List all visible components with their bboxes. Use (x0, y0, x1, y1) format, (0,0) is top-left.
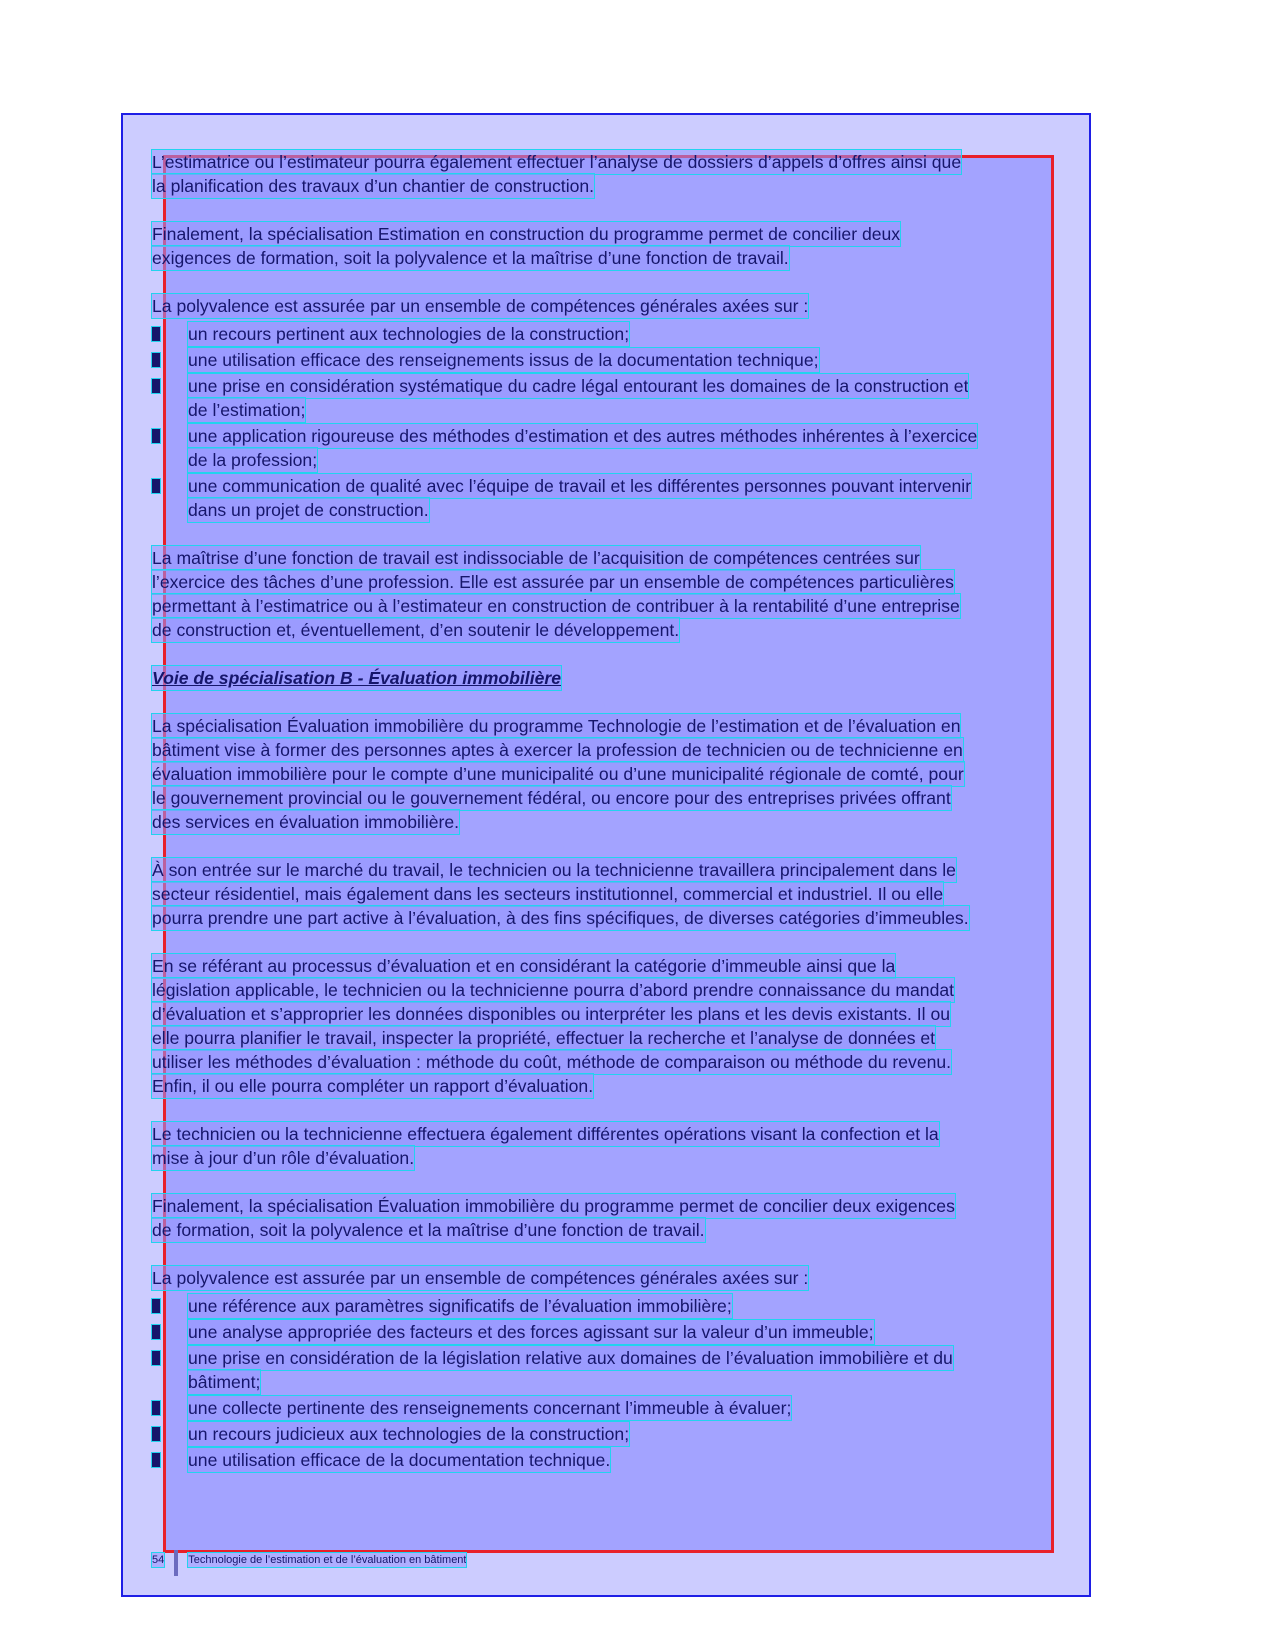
list-item (152, 1320, 1127, 1344)
text-line: Le technicien ou la technicienne effectuera également différentes opérations visant la confection et la (152, 1124, 939, 1144)
document-body (152, 150, 1127, 1496)
text-line: pourra prendre une part active à l’évaluation, à des fins spécifiques, de diverses catégories d’immeubles. (152, 908, 969, 928)
competences-list-b (152, 1294, 1127, 1472)
text-line: une collecte pertinente des renseignements concernant l’immeuble à évaluer; (188, 1398, 792, 1418)
text-line: une référence aux paramètres significatifs de l’évaluation immobilière; (188, 1296, 732, 1316)
list-item (152, 322, 1127, 346)
text-line: évaluation immobilière pour le compte d’une municipalité ou d’une municipalité régionale de comté, pour (152, 764, 964, 784)
text-line: À son entrée sur le marché du travail, le technicien ou la technicienne travaillera principalement dans le (152, 860, 956, 880)
text-line: une prise en considération de la législation relative aux domaines de l’évaluation immobilière et du (188, 1348, 953, 1368)
text-line: un recours pertinent aux technologies de la construction; (188, 324, 630, 344)
text-line: mise à jour d’un rôle d’évaluation. (152, 1148, 415, 1168)
text-line: une communication de qualité avec l’équipe de travail et les différentes personnes pouvant intervenir (188, 476, 972, 496)
bullet-icon (152, 327, 160, 341)
text-line: L’estimatrice ou l’estimateur pourra également effectuer l’analyse de dossiers d’appels d’offres ainsi que (152, 152, 962, 172)
text-line: La polyvalence est assurée par un ensemble de compétences générales axées sur : (152, 1268, 809, 1288)
running-title: Technologie de l’estimation et de l’évaluation en bâtiment (188, 1554, 467, 1566)
paragraph (152, 150, 1127, 198)
list-item (152, 424, 1127, 472)
text-line: exigences de formation, soit la polyvalence et la maîtrise d’une fonction de travail. (152, 248, 789, 268)
section-estimation (152, 150, 1127, 318)
text-line: utiliser les méthodes d’évaluation : méthode du coût, méthode de comparaison ou méthode du revenu. (152, 1052, 952, 1072)
text-line: une analyse appropriée des facteurs et des forces agissant sur la valeur d’un immeuble; (188, 1322, 874, 1342)
text-line: de formation, soit la polyvalence et la maîtrise d’une fonction de travail. (152, 1220, 705, 1240)
text-line: Finalement, la spécialisation Estimation en construction du programme permet de concilier deux (152, 224, 901, 244)
bullet-icon (152, 479, 160, 493)
text-line: législation applicable, le technicien ou la technicienne pourra d’abord prendre connaissance du mandat (152, 980, 955, 1000)
page-number: 54 (152, 1554, 165, 1566)
text-line: de l’estimation; (188, 400, 306, 420)
text-line: une application rigoureuse des méthodes d’estimation et des autres méthodes inhérentes à l’exercice (188, 426, 978, 446)
list-item (152, 1448, 1127, 1472)
text-line: la planification des travaux d’un chantier de construction. (152, 176, 595, 196)
list-item (152, 1346, 1127, 1394)
text-line: une utilisation efficace de la documentation technique. (188, 1450, 611, 1470)
text-line: bâtiment vise à former des personnes aptes à exercer la profession de technicien ou de technicienne en (152, 740, 963, 760)
bullet-icon (152, 353, 160, 367)
list-item (152, 1422, 1127, 1446)
paragraph (152, 222, 1127, 270)
list-item (152, 474, 1127, 522)
text-line: La polyvalence est assurée par un ensemble de compétences générales axées sur : (152, 296, 809, 316)
bullet-icon (152, 1453, 160, 1467)
text-line: une prise en considération systématique du cadre légal entourant les domaines de la construction et (188, 376, 969, 396)
paragraph (152, 714, 1127, 834)
text-line: La maîtrise d’une fonction de travail est indissociable de l’acquisition de compétences centrées sur (152, 548, 920, 568)
text-line: de construction et, éventuellement, d’en soutenir le développement. (152, 620, 680, 640)
text-line: dans un projet de construction. (188, 500, 429, 520)
text-line: La spécialisation Évaluation immobilière du programme Technologie de l’estimation et de l’évaluation en (152, 716, 961, 736)
footer-separator (174, 1550, 178, 1576)
bullet-icon (152, 1299, 160, 1313)
list-item (152, 348, 1127, 372)
list-item (152, 1294, 1127, 1318)
text-line: bâtiment; (188, 1372, 261, 1392)
page-footer (152, 1544, 466, 1576)
competences-list-a (152, 322, 1127, 522)
paragraph (152, 954, 1127, 1098)
text-line: elle pourra planifier le travail, inspecter la propriété, effectuer la recherche et l’analyse de données et (152, 1028, 936, 1048)
bullet-icon (152, 1401, 160, 1415)
paragraph (152, 1266, 1127, 1290)
text-line: En se référant au processus d’évaluation et en considérant la catégorie d’immeuble ainsi que la (152, 956, 896, 976)
bullet-icon (152, 1351, 160, 1365)
text-line: de la profession; (188, 450, 318, 470)
text-line: une utilisation efficace des renseignements issus de la documentation technique; (188, 350, 819, 370)
section-evaluation (152, 714, 1127, 1290)
bullet-icon (152, 1325, 160, 1339)
bullet-icon (152, 379, 160, 393)
paragraph (152, 858, 1127, 930)
paragraph (152, 1122, 1127, 1170)
text-line: des services en évaluation immobilière. (152, 812, 460, 832)
paragraph (152, 1194, 1127, 1242)
bullet-icon (152, 1427, 160, 1441)
text-line: Enfin, il ou elle pourra compléter un rapport d’évaluation. (152, 1076, 594, 1096)
list-item (152, 1396, 1127, 1420)
text-line: permettant à l’estimatrice ou à l’estimateur en construction de contribuer à la rentabilité d’une entreprise (152, 596, 960, 616)
section-heading-b (152, 666, 1127, 690)
text-line: le gouvernement provincial ou le gouvernement fédéral, ou encore pour des entreprises privées offrant (152, 788, 951, 808)
bullet-icon (152, 429, 160, 443)
text-line: secteur résidentiel, mais également dans les secteurs institutionnel, commercial et industriel. Il ou elle (152, 884, 944, 904)
text-line: l’exercice des tâches d’une profession. Elle est assurée par un ensemble de compétences particulières (152, 572, 954, 592)
text-line: un recours judicieux aux technologies de la construction; (188, 1424, 630, 1444)
heading-text: Voie de spécialisation B - Évaluation immobilière (152, 668, 562, 688)
list-item (152, 374, 1127, 422)
paragraph-maitrise (152, 546, 1127, 642)
paragraph (152, 294, 1127, 318)
text-line: d’évaluation et s’approprier les données disponibles ou interpréter les plans et les devis existants. Il ou (152, 1004, 951, 1024)
text-line: Finalement, la spécialisation Évaluation immobilière du programme permet de concilier deux exigences (152, 1196, 955, 1216)
